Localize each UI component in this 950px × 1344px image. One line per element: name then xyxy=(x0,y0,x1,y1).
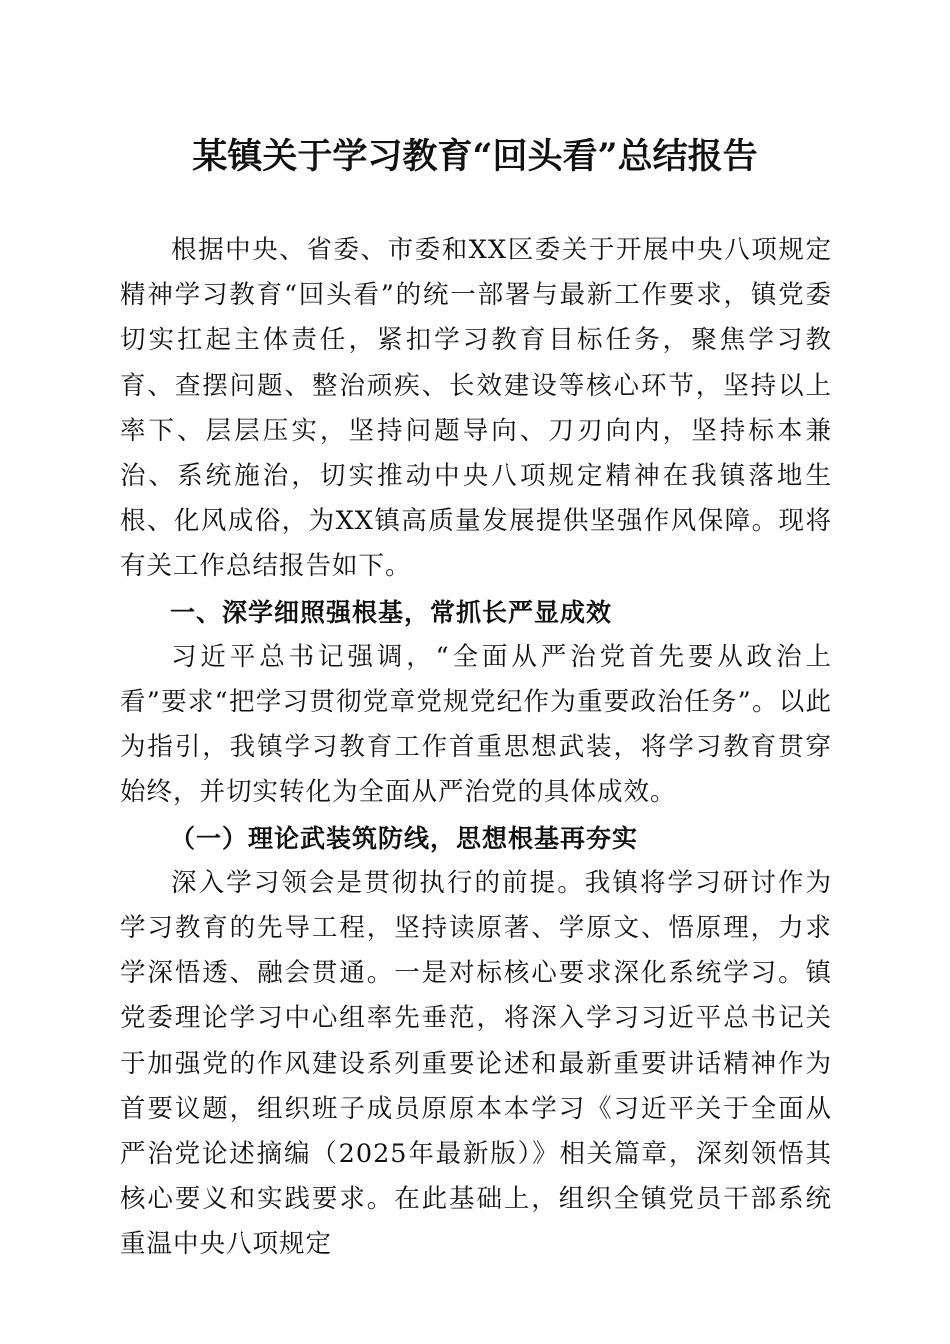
section-1-paragraph: 习近平总书记强调，“全面从严治党首先要从政治上看”要求“把学习贯彻党章党规党纪作为重要政治任务”。以此为指引，我镇学习教育工作首重思想武装，将学习教育贯穿始终，并切实转化为全面从严治党的具体成效。 xyxy=(120,641,832,808)
subsection-1-paragraph: 深入学习领会是贯彻执行的前提。我镇将学习研讨作为学习教育的先导工程，坚持读原著、学原文、悟原理，力求学深悟透、融会贯通。一是对标核心要求深化系统学习。镇党委理论学习中心组率先垂范，将深入学习习近平总书记关于加强党的作风建设系列重要论述和最新重要讲话精神作为首要议题，组织班子成员原原本本学习《习近平关于全面从严治党论述摘编（2025年最新版）》相关篇章，深刻领悟其核心要义和实践要求。在此基础上，组织全镇党员干部系统重温中央八项规定 xyxy=(120,867,832,1260)
intro-paragraph: 根据中央、省委、市委和XX区委关于开展中央八项规定精神学习教育“回头看”的统一部署与最新工作要求，镇党委切实扛起主体责任，紧扣学习教育目标任务，聚焦学习教育、查摆问题、整治顽疾、长效建设等核心环节，坚持以上率下、层层压实，坚持问题导向、刀刃向内，坚持标本兼治、系统施治，切实推动中央八项规定精神在我镇落地生根、化风成俗，为XX镇高质量发展提供坚强作风保障。现将有关工作总结报告如下。 xyxy=(120,235,832,582)
subsection-heading-1: （一）理论武装筑防线，思想根基再夯实 xyxy=(170,823,639,853)
section-heading-1: 一、深学细照强根基，常抓长严显成效 xyxy=(170,597,613,627)
document-title: 某镇关于学习教育“回头看”总结报告 xyxy=(192,136,758,177)
document-body xyxy=(120,228,832,1268)
